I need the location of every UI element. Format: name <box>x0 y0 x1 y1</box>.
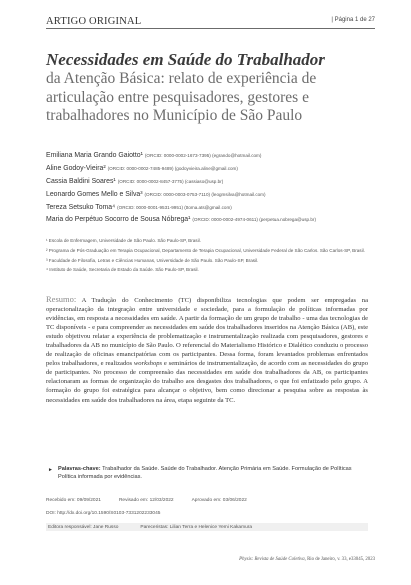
article-title: Necessidades em Saúde do Trabalhador <box>46 50 325 69</box>
author-list <box>46 152 376 229</box>
affiliation-item: ² Programa de Pós-Graduação em Terapia Ocupacional, Departamento de Terapia Ocupacional, Universidade Federal de São Carlos. São Carlos-SP, Brasil. <box>46 247 365 253</box>
author-orcid[interactable]: (ORCID: 0000-0002-7485-9489) (godoyvieira.aline@gmail.com) <box>107 165 238 171</box>
approved-date: Aprovado em: 03/06/2022 <box>191 498 247 503</box>
keywords-label: Palavras-chave: <box>58 466 101 472</box>
affiliation-item: ¹ Escola de Enfermagem, Universidade de São Paulo. São Paulo-SP, Brasil. <box>46 238 201 243</box>
abstract-text-italic: workshops <box>133 360 163 368</box>
page-header <box>46 16 375 29</box>
page-number: | Página 1 de 27 <box>331 17 375 23</box>
author-entry <box>46 204 376 217</box>
author-name: Leonardo Gomes Mello e Silva³ <box>46 190 143 198</box>
reviewers: Pareceristas: Lilian Terra e Helenice Yemi Kakamura <box>140 524 253 530</box>
editors-bar <box>46 523 368 531</box>
abstract-text: A Tradução do Conhecimento (TC) disponibiliza tecnologias que podem ser empregadas na operacionalização da integração entre universidade e sociedade, para a formulação de políticas informadas por evidências, em resposta a necessidades em saúde. A partir da formação de um grupo de trabalho - uma das tecnologias de TC disponíveis - e para compreender as necessidades em saúde dos trabalhadores inseridos na Atenção Básica (AB), este estudo objetivou relatar a experiência de problematização e instrumentalização realizada com pesquisadores, gestores e trabalhadores da AB no município de São Paulo. O referencial do Materialismo Histórico e Dialético conduziu o processo de realização de oficinas emancipatórias com os participantes. Dessa forma, foram levantados problemas enfrentados pelos trabalhadores, e realizados <box>46 297 368 368</box>
keywords-arrow-icon: ► <box>48 467 53 473</box>
affiliation-list <box>46 238 366 277</box>
doi-link[interactable]: DOI: http://dx.doi.org/10.1590/S0103-7331202233045 <box>46 511 161 516</box>
author-entry <box>46 178 376 191</box>
section-label: ARTIGO ORIGINAL <box>46 16 142 27</box>
page-footer <box>239 557 375 562</box>
affiliation-item: ³ Faculdade de Filosofia, Letras e Ciências Humanas, Universidade de São Paulo. São Paulo-SP, Brasil. <box>46 257 259 263</box>
author-orcid[interactable]: (ORCID: 0000-0002-1673-7395) (egrando@hotmail.com) <box>144 153 262 158</box>
author-name: Emiliana Maria Grando Gaiotto¹ <box>46 152 143 159</box>
author-orcid[interactable]: (ORCID: 0000-0003-0753-7110) (leogmsilva@hotmail.com) <box>144 191 266 197</box>
journal-name: Physis: Revista de Saúde Coletiva, <box>239 557 306 562</box>
revised-date: Revisado em: 12/03/2022 <box>118 498 174 503</box>
responsible-editor: Editora responsável: Jane Russo <box>48 524 119 530</box>
author-entry <box>46 191 376 204</box>
citation: Rio de Janeiro, v. 33, e33045, 2023 <box>307 557 375 562</box>
author-orcid[interactable]: (ORCID: 0000-0002-4974-0611) (perpetua.nobrega@usp.br) <box>192 217 316 223</box>
author-name: Tereza Setsuko Toma⁴ <box>46 203 116 211</box>
abstract <box>46 295 368 405</box>
keywords <box>58 466 368 482</box>
affiliation-item: ⁴ Instituto de Saúde, Secretaria de Estado da Saúde. São Paulo-SP, Brasil. <box>46 267 199 273</box>
author-name: Maria do Perpétuo Socorro de Sousa Nóbrega¹ <box>46 216 191 224</box>
article-dates <box>46 498 366 503</box>
keywords-text: Trabalhador da Saúde. Saúde do Trabalhador. Atenção Primária em Saúde. Formulação de Políticas Política informada por evidências. <box>58 466 352 480</box>
author-entry <box>46 165 376 178</box>
abstract-label: Resumo: <box>46 294 77 304</box>
received-date: Recebido em: 09/09/2021 <box>46 498 101 503</box>
author-entry <box>46 152 376 165</box>
author-name: Aline Godoy-Vieira² <box>46 164 106 172</box>
author-name: Cassia Baldini Soares¹ <box>46 177 116 185</box>
abstract-text-continued: e seminários de instrumentalização, de acordo com as necessidades do grupo de participantes. No processo de compreensão das necessidades em saúde dos trabalhadores da AB, os participantes relacionaram as formas de organização do trabalho aos desgastes dos trabalhadores, o que foi enfatizado pelo grupo. A formação do grupo foi estratégica para alcançar o objetivo, bem como direcionar a pesquisa sobre as respostas às necessidades em saúde dos trabalhadores na área, etapa seguinte da TC. <box>46 360 369 404</box>
article-subtitle: da Atenção Básica: relato de experiência de articulação entre pesquisadores, gestores e trabalhadores no Município de São Paulo <box>46 70 317 124</box>
author-orcid[interactable]: (ORCID: 0000-0002-8457-3775) (cassiaso@usp.br) <box>117 178 224 184</box>
author-entry <box>46 216 376 229</box>
author-orcid[interactable]: (ORCID: 0000-0001-9531-9951) (ttoma.ats@gmail.com) <box>117 204 232 210</box>
